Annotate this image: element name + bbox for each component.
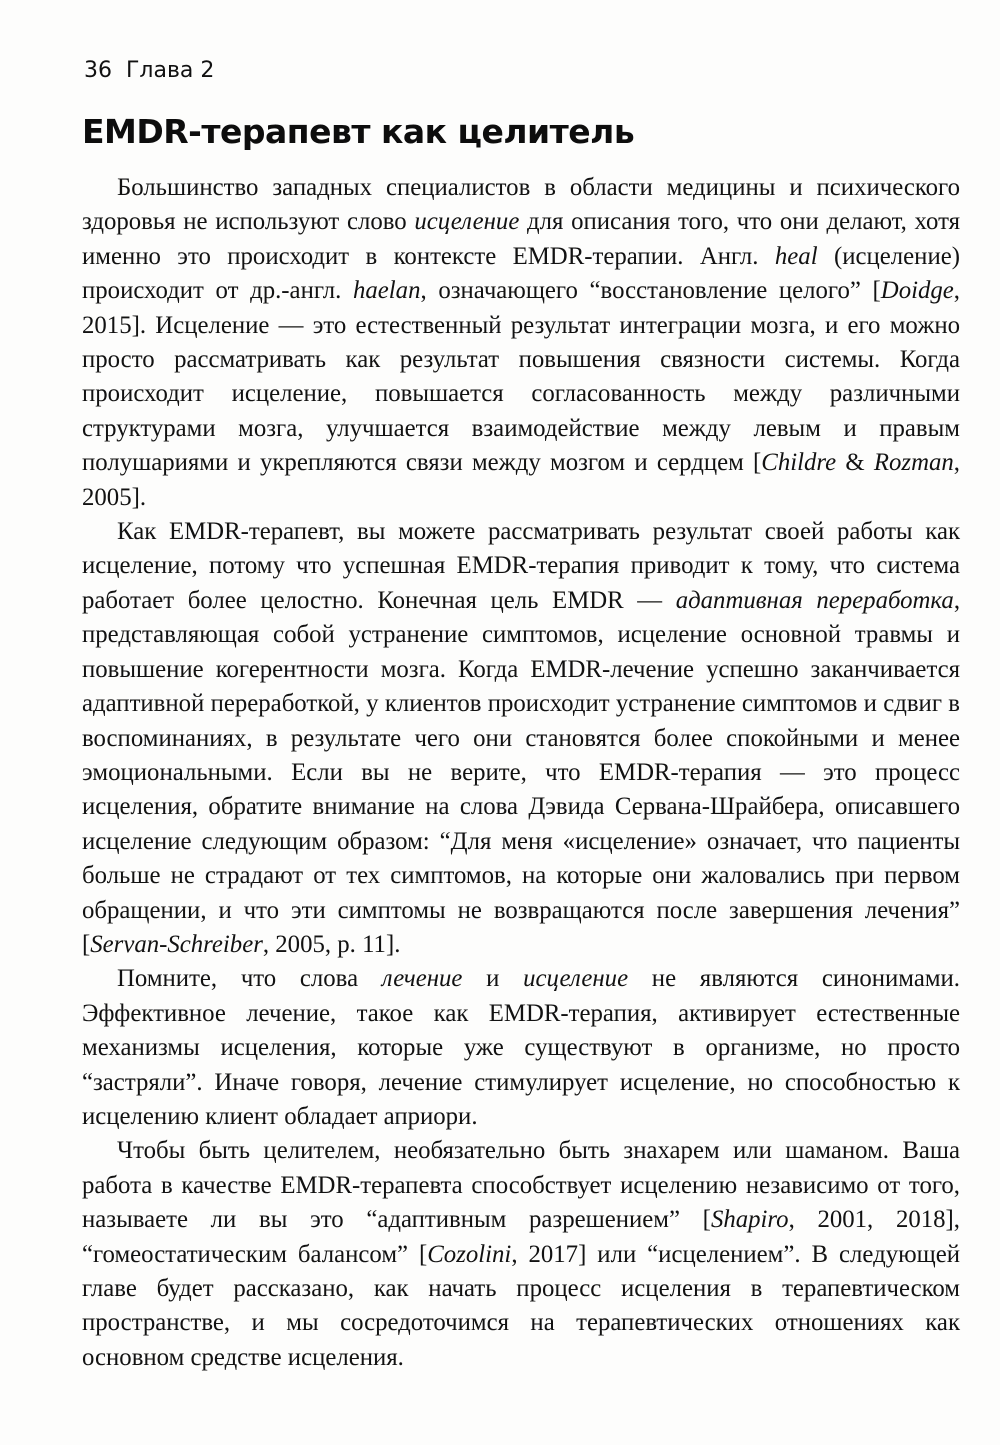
italic-run: heal (774, 242, 818, 270)
page-number: 36 (84, 58, 112, 83)
body-paragraph (82, 171, 960, 515)
chapter-label: Глава 2 (126, 58, 215, 83)
italic-run: адаптивная переработка (675, 586, 954, 614)
italic-run: Doidge (880, 277, 954, 305)
running-head (84, 58, 214, 83)
body-paragraph (82, 1134, 960, 1375)
italic-run: Shapiro (710, 1206, 789, 1234)
italic-run: Servan-Schreiber (90, 930, 263, 958)
italic-run: haelan (352, 277, 421, 305)
italic-run: Rozman (873, 449, 954, 477)
italic-run: Childre (761, 449, 837, 477)
text-run: , 2005, p. 11]. (262, 930, 401, 958)
text-run: не являются синонимами. Эффективное лечение, такое как EMDR-терапия, активирует естественные механизмы исцеления, которые уже существуют в организме, но просто “застряли”. Иначе говоря, лечение стимулирует исцеление, но способностью к исцелению клиент обладает априори. (82, 965, 960, 1130)
text-run: Большинство западных специалистов в области медицины и психического здоровья не используют слово (82, 174, 960, 236)
text-run: & (836, 449, 874, 477)
section-title: EMDR-терапевт как целитель (82, 112, 635, 151)
text-run: , 2015]. Исцеление — это естественный результат интеграции мозга, и его можно просто рассматривать как результат повышения связности системы. Когда происходит исцеление, повышается согласованность между различными структурами мозга, улучшается взаимодействие между левым и правым полушариями и укрепляются связи между мозгом и сердцем [ (82, 277, 960, 477)
text-run: Чтобы быть целителем, необязательно быть знахарем или шаманом. Ваша работа в качестве EMDR-терапевта способствует исцелению независимо от того, называете ли вы это “адаптивным разрешением” [ (82, 1137, 960, 1234)
text-run: , 2017] или “исцелением”. В следующей главе будет рассказано, как начать процесс исцеления в терапевтическом пространстве, и мы сосредоточимся на терапевтических отношениях как основном средстве исцеления. (82, 1240, 961, 1371)
text-run: и (462, 965, 524, 993)
text-run: (исцеление) происходит от др.-англ. (82, 242, 960, 305)
text-run: , 2005]. (82, 449, 960, 511)
body-text (82, 171, 960, 1375)
italic-run: Cozolini (427, 1240, 512, 1268)
italic-run: исцеление (414, 208, 520, 236)
italic-run: исцеление (523, 965, 629, 993)
text-run: Как EMDR-терапевт, вы можете рассматривать результат своей работы как исцеление, потому что успешная EMDR-терапия приводит к тому, что система работает более целостно. Конечная цель EMDR — (82, 518, 960, 614)
text-run: , означающего “восстановление целого” [ (420, 277, 881, 305)
text-run: , 2001, 2018], “гомеостатическим балансом” [ (82, 1206, 960, 1268)
text-run: Помните, что слова (117, 965, 382, 993)
text-run: для описания того, что они делают, хотя именно это происходит в контексте EMDR-терапии. Англ. (82, 208, 960, 270)
body-paragraph (82, 515, 960, 962)
text-run: , представляющая собой устранение симптомов, исцеление основной травмы и повышение когерентности мозга. Когда EMDR-лечение успешно заканчивается адаптивной переработкой, у клиентов происходит устранение симптомов и сдвиг в воспоминаниях, в результате чего они становятся более спокойными и менее эмоциональными. Если вы не верите, что EMDR-терапия — это процесс исцеления, обратите внимание на слова Дэвида Сервана-Шрайбера, описавшего исцеление следующим образом: “Для меня «исцеление» означает, что пациенты больше не страдают от тех симптомов, на которые они жаловались при первом обращении, и что эти симптомы не возвращаются после завершения лечения” [ (82, 586, 961, 958)
italic-run: лечение (381, 965, 463, 993)
body-paragraph (82, 962, 960, 1134)
